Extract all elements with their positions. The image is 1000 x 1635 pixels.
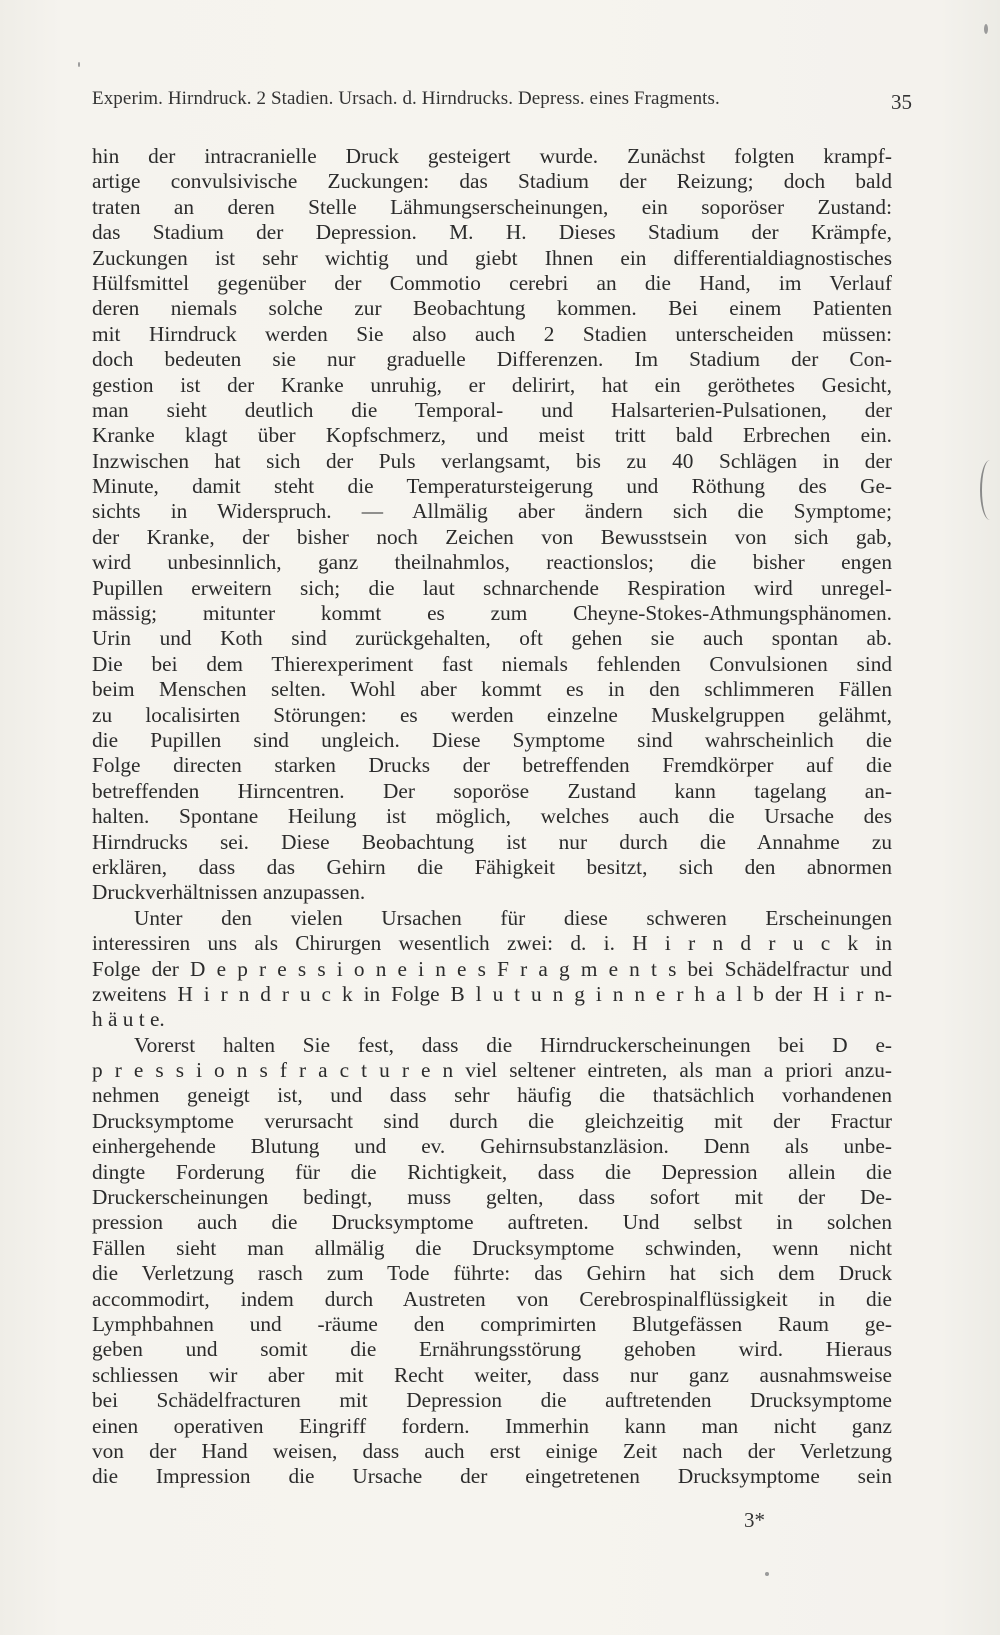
text-line: Lymphbahnen und -räume den comprimirten Blutgefässen Raum ge-: [92, 1311, 892, 1336]
text-line: traten an deren Stelle Lähmungserscheinungen, ein soporöser Zustand:: [92, 194, 892, 219]
text-line: bei Schädelfracturen mit Depression die auftretenden Drucksymptome: [92, 1388, 892, 1413]
text-line: h ä u t e.: [92, 1007, 165, 1032]
text-line: Vorerst halten Sie fest, dass die Hirndruckerscheinungen bei D e-: [134, 1032, 892, 1057]
signature-mark: 3*: [744, 1508, 765, 1532]
text-line: Unter den vielen Ursachen für diese schweren Erscheinungen: [134, 905, 892, 930]
running-title: Experim. Hirndruck. 2 Stadien. Ursach. d. Hirndrucks. Depress. eines Fragments.: [92, 88, 720, 109]
text-line: einen operativen Eingriff fordern. Immerhin kann man nicht ganz: [92, 1413, 892, 1438]
text-line: Inzwischen hat sich der Puls verlangsamt, bis zu 40 Schlägen in der: [92, 448, 892, 473]
margin-bracket-mark: [980, 460, 1000, 520]
paper-speck: [765, 1572, 769, 1576]
text-line: Druckverhältnissen anzupassen.: [92, 880, 366, 905]
text-line: p r e s s i o n s f r a c t u r e n viel seltener eintreten, als man a priori anzu-: [92, 1058, 892, 1083]
text-line: Fällen sieht man allmälig die Drucksymptome schwinden, wenn nicht: [92, 1235, 892, 1260]
body-text: [92, 144, 892, 1515]
text-line: wird unbesinnlich, ganz theilnahmlos, reactionslos; die bisher engen: [92, 550, 892, 575]
text-line: halten. Spontane Heilung ist möglich, welches auch die Ursache des: [92, 804, 892, 829]
text-line: artige convulsivische Zuckungen: das Stadium der Reizung; doch bald: [92, 169, 892, 194]
text-line: mässig; mitunter kommt es zum Cheyne-Stokes-Athmungsphänomen.: [92, 601, 892, 626]
text-line: schliessen wir aber mit Recht weiter, dass nur ganz ausnahmsweise: [92, 1362, 892, 1387]
text-line: Minute, damit steht die Temperatursteigerung und Röthung des Ge-: [92, 474, 892, 499]
text-line: gestion ist der Kranke unruhig, er delirirt, hat ein geröthetes Gesicht,: [92, 372, 892, 397]
text-line: zweitens H i r n d r u c k in Folge B l u t u n g i n n e r h a l b der H i r n-: [92, 981, 892, 1006]
text-line: von der Hand weisen, dass auch erst einige Zeit nach der Verletzung: [92, 1438, 892, 1463]
text-line: Kranke klagt über Kopfschmerz, und meist tritt bald Erbrechen ein.: [92, 423, 892, 448]
text-line: einhergehende Blutung und ev. Gehirnsubstanzläsion. Denn als unbe-: [92, 1134, 892, 1159]
paper-speck: [78, 62, 80, 67]
text-line: Pupillen erweitern sich; die laut schnarchende Respiration wird unregel-: [92, 575, 892, 600]
text-line: die Impression die Ursache der eingetretenen Drucksymptome sein: [92, 1464, 892, 1489]
text-line: interessiren uns als Chirurgen wesentlich zwei: d. i. H i r n d r u c k in: [92, 931, 892, 956]
text-line: deren niemals solche zur Beobachtung kommen. Bei einem Patienten: [92, 296, 892, 321]
text-line: nehmen geneigt ist, und dass sehr häufig die thatsächlich vorhandenen: [92, 1083, 892, 1108]
text-line: dingte Forderung für die Richtigkeit, dass die Depression allein die: [92, 1159, 892, 1184]
text-line: mit Hirndruck werden Sie also auch 2 Stadien unterscheiden müssen:: [92, 321, 892, 346]
text-line: [92, 1490, 892, 1515]
text-line: betreffenden Hirncentren. Der soporöse Zustand kann tagelang an-: [92, 778, 892, 803]
text-line: Druckerscheinungen bedingt, muss gelten, dass sofort mit der De-: [92, 1185, 892, 1210]
text-line: die Verletzung rasch zum Tode führte: das Gehirn hat sich dem Druck: [92, 1261, 892, 1286]
text-line: accommodirt, indem durch Austreten von Cerebrospinalflüssigkeit in die: [92, 1286, 892, 1311]
text-line: Hülfsmittel gegenüber der Commotio cerebri an die Hand, im Verlauf: [92, 270, 892, 295]
text-line: Folge directen starken Drucks der betreffenden Fremdkörper auf die: [92, 753, 892, 778]
text-line: Folge der D e p r e s s i o n e i n e s F r a g m e n t s bei Schädelfractur und: [92, 956, 892, 981]
paper-speck: [984, 24, 988, 34]
text-line: sichts in Widerspruch. — Allmälig aber ändern sich die Symptome;: [92, 499, 892, 524]
text-line: Hirndrucks sei. Diese Beobachtung ist nur durch die Annahme zu: [92, 829, 892, 854]
text-line: Urin und Koth sind zurückgehalten, oft gehen sie auch spontan ab.: [92, 626, 892, 651]
text-line: zu localisirten Störungen: es werden einzelne Muskelgruppen gelähmt,: [92, 702, 892, 727]
text-line: beim Menschen selten. Wohl aber kommt es in den schlimmeren Fällen: [92, 677, 892, 702]
text-line: Die bei dem Thierexperiment fast niemals fehlenden Convulsionen sind: [92, 651, 892, 676]
text-line: der Kranke, der bisher noch Zeichen von Bewusstsein von sich gab,: [92, 524, 892, 549]
text-line: das Stadium der Depression. M. H. Dieses Stadium der Krämpfe,: [92, 220, 892, 245]
text-line: doch bedeuten sie nur graduelle Differenzen. Im Stadium der Con-: [92, 347, 892, 372]
text-line: erklären, dass das Gehirn die Fähigkeit besitzt, sich den abnormen: [92, 854, 892, 879]
running-header: [92, 88, 912, 118]
text-line: die Pupillen sind ungleich. Diese Symptome sind wahrscheinlich die: [92, 727, 892, 752]
text-line: Drucksymptome verursacht sind durch die gleichzeitig mit der Fractur: [92, 1108, 892, 1133]
text-line: pression auch die Drucksymptome auftreten. Und selbst in solchen: [92, 1210, 892, 1235]
text-line: hin der intracranielle Druck gesteigert wurde. Zunächst folgten krampf-: [92, 144, 892, 168]
text-line: geben und somit die Ernährungsstörung gehoben wird. Hieraus: [92, 1337, 892, 1362]
page-number: 35: [891, 90, 912, 114]
text-line: man sieht deutlich die Temporal- und Halsarterien-Pulsationen, der: [92, 397, 892, 422]
text-line: Zuckungen ist sehr wichtig und giebt Ihnen ein differentialdiagnostisches: [92, 245, 892, 270]
